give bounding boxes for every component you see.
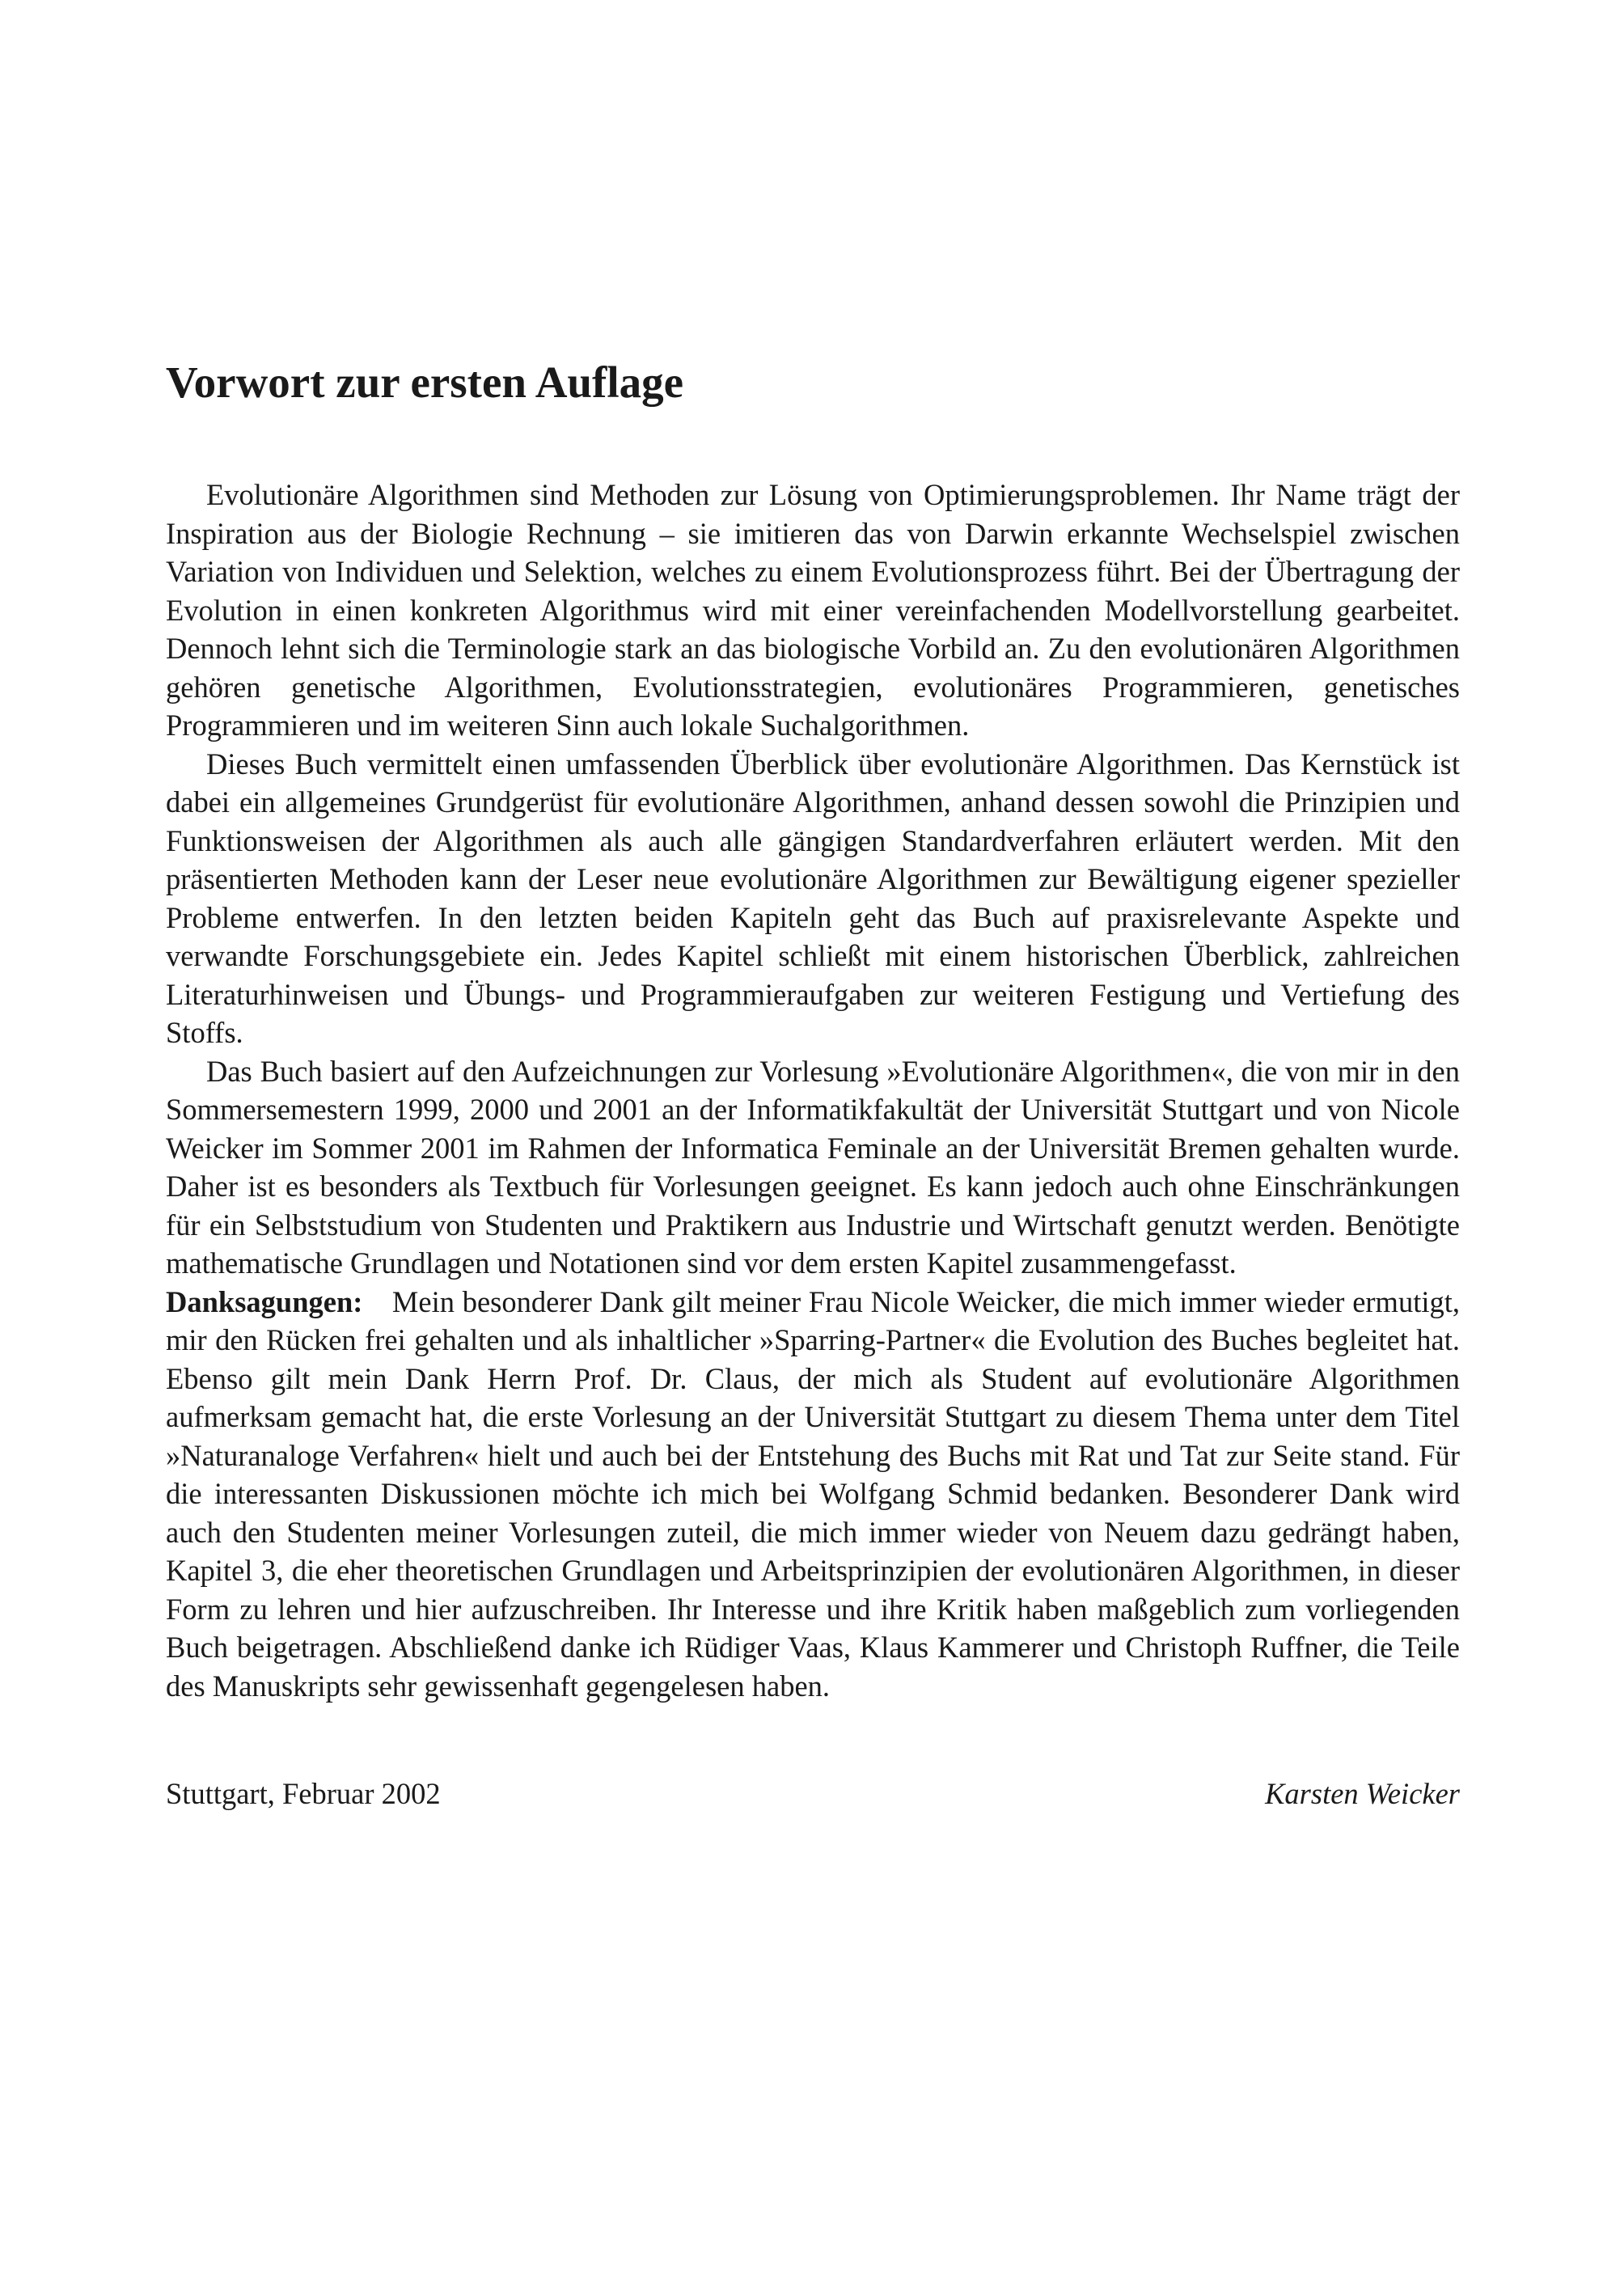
preface-page (166, 356, 1460, 1813)
paragraph-acknowledgements (166, 1283, 1460, 1706)
acknowledgements-text: Mein besonderer Dank gilt meiner Frau Nicole Weicker, die mich immer wieder ermutigt, mir den Rücken frei gehalten und als inhaltlicher »Sparring-Partner« die Evolution des Buches begleitet hat. Ebenso gilt mein Dank Herrn Prof. Dr. Claus, der mich als Student auf evolutionäre Algorithmen aufmerksam gemacht hat, die erste Vorlesung an der Universität Stuttgart zu diesem Thema unter dem Titel »Naturanaloge Verfahren« hielt und auch bei der Entstehung des Buchs mit Rat und Tat zur Seite stand. Für die interessanten Diskussionen möchte ich mich bei Wolfgang Schmid bedanken. Besonderer Dank wird auch den Studenten meiner Vorlesungen zuteil, die mich immer wieder von Neuem dazu gedrängt haben, Kapitel 3, die eher theoretischen Grundlagen und Arbeitsprinzipien der evolutionären Algorithmen, in dieser Form zu lehren und hier aufzuschreiben. Ihr Interesse und ihre Kritik haben maßgeblich zum vorliegenden Buch beigetragen. Abschließend danke ich Rüdiger Vaas, Klaus Kammerer und Christoph Ruffner, die Teile des Manuskripts sehr gewissenhaft gegengelesen haben. (166, 1284, 1460, 1703)
paragraph-book-overview: Dieses Buch vermittelt einen umfassenden Überblick über evolutionäre Algorithmen. Das Kernstück ist dabei ein allgemeines Grundgerüst für evolutionäre Algorithmen, anhand dessen sowohl die Prinzipien und Funktionsweisen der Algorithmen als auch alle gängigen Standardverfahren erläutert werden. Mit den präsentierten Methoden kann der Leser neue evolutionäre Algorithmen zur Bewältigung eigener spezieller Probleme entwerfen. In den letzten beiden Kapiteln geht das Buch auf praxisrelevante Aspekte und verwandte Forschungsgebiete ein. Jedes Kapitel schließt mit einem historischen Überblick, zahlreichen Literaturhinweisen und Übungs- und Programmieraufgaben zur weiteren Festigung und Vertiefung des Stoffs. (166, 747, 1460, 1049)
paragraph-introduction: Evolutionäre Algorithmen sind Methoden zur Lösung von Optimierungsproblemen. Ihr Name trägt der Inspiration aus der Biologie Rechnung – sie imitieren das von Darwin erkannte Wechselspiel zwischen Variation von Individuen und Selektion, welches zu einem Evolutionsprozess führt. Bei der Übertragung der Evolution in einen konkreten Algorithmus wird mit einer vereinfachenden Modellvorstellung gearbeitet. Dennoch lehnt sich die Terminologie stark an das biologische Vorbild an. Zu den evolutionären Algorithmen gehören genetische Algorithmen, Evolutionsstrategien, evolutionäres Programmieren, genetisches Programmieren und im weiteren Sinn auch lokale Suchalgorithmen. (166, 478, 1460, 742)
author-name: Karsten Weicker (1265, 1777, 1460, 1810)
paragraph-lecture-basis: Das Buch basiert auf den Aufzeichnungen zur Vorlesung »Evolutionäre Algorithmen«, die von mir in den Sommersemestern 1999, 2000 und 2001 an der Informatikfakultät der Universität Stuttgart und von Nicole Weicker im Sommer 2001 im Rahmen der Informatica Feminale an der Universität Bremen gehalten wurde. Daher ist es besonders als Textbuch für Vorlesungen geeignet. Es kann jedoch auch ohne Einschränkungen für ein Selbststudium von Studenten und Praktikern aus Industrie und Wirtschaft genutzt werden. Benötigte mathematische Grundlagen und Notationen sind vor dem ersten Kapitel zusammengefasst. (166, 1054, 1460, 1280)
acknowledgements-heading: Danksagungen: (166, 1284, 363, 1318)
page-title: Vorwort zur ersten Auflage (166, 357, 684, 407)
signature-line (166, 1775, 1460, 1813)
place-date: Stuttgart, Februar 2002 (166, 1777, 441, 1810)
